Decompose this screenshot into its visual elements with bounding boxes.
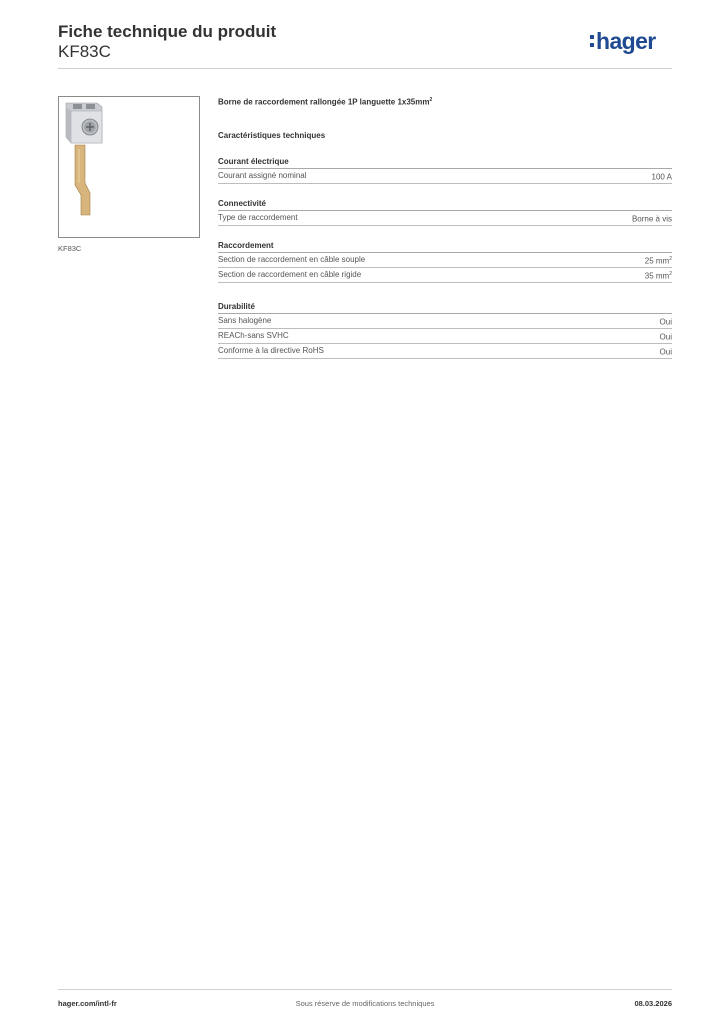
section-connectivite (218, 198, 672, 226)
footer-website: hager.com/intl-fr (58, 999, 117, 1008)
spec-row (218, 169, 672, 184)
technical-characteristics-title: Caractéristiques techniques (218, 131, 326, 140)
section-title: Durabilité (218, 301, 672, 314)
spec-label: Type de raccordement (218, 213, 298, 222)
spec-row (218, 314, 672, 329)
spec-label: Conforme à la directive RoHS (218, 346, 324, 355)
spec-row (218, 253, 672, 268)
product-image-caption: KF83C (58, 244, 82, 253)
section-title: Raccordement (218, 240, 672, 253)
spec-row (218, 329, 672, 344)
spec-value: 35 $mm^2$ (644, 270, 672, 281)
page-header (58, 20, 672, 68)
brand-wordmark: hager (596, 28, 656, 54)
footer-divider (58, 989, 672, 990)
spec-row (218, 344, 672, 359)
technical-content (218, 94, 672, 359)
spec-row (218, 211, 672, 226)
spec-row (218, 268, 672, 283)
section-title: Connectivité (218, 198, 672, 211)
footer-disclaimer: Sous réserve de modifications techniques (295, 999, 435, 1008)
section-title: Courant électrique (218, 156, 672, 169)
spec-value: 25 $mm^2$ (644, 255, 672, 266)
footer-date: 08.03.2026 (634, 999, 672, 1008)
hager-logo (590, 26, 672, 56)
spec-label: Section de raccordement en câble rigide (218, 270, 362, 279)
spec-value: Borne à vis (631, 214, 672, 224)
spec-value: 100 A (651, 172, 672, 182)
spec-label: Sans halogène (218, 316, 272, 325)
spec-label: Courant assigné nominal (218, 171, 307, 180)
spec-label: REACh-sans SVHC (218, 331, 289, 340)
spec-value: Oui (659, 347, 672, 357)
page-footer (58, 997, 672, 1011)
section-raccordement (218, 240, 672, 283)
terminal-block-icon (59, 97, 201, 239)
spec-label: Section de raccordement en câble souple (218, 255, 366, 264)
product-reference: KF83C (58, 42, 111, 61)
product-image-frame (58, 96, 200, 238)
spec-value: Oui (659, 317, 672, 327)
section-courant-electrique (218, 156, 672, 184)
spec-value: Oui (659, 332, 672, 342)
section-durabilite (218, 301, 672, 359)
product-description: Borne de raccordement rallongée 1P languette $1x35mm^2$ (218, 97, 433, 107)
page-title: Fiche technique du produit (58, 22, 277, 41)
header-divider (58, 68, 672, 69)
